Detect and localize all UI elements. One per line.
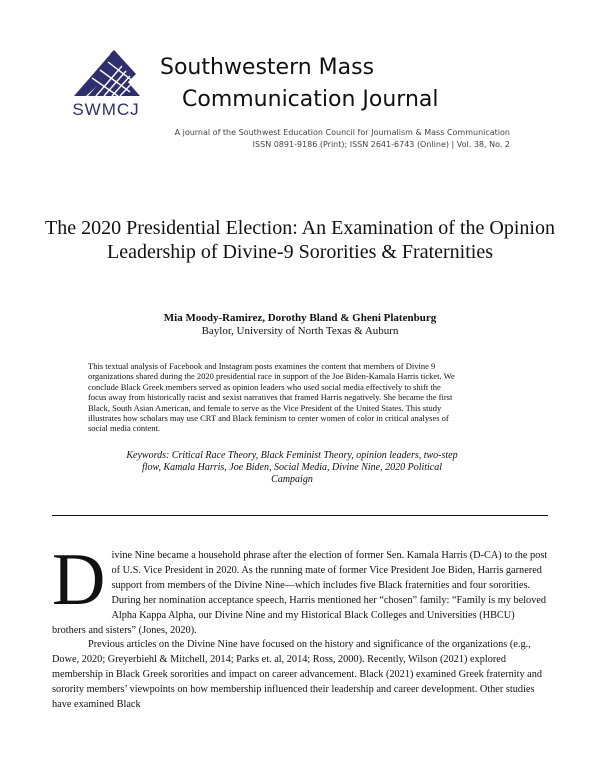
journal-issn-line: ISSN 0891-9186 (Print); ISSN 2641-6743 (Online) | Vol. 38, No. 2 xyxy=(252,140,510,149)
body-paragraph-2: Previous articles on the Divine Nine have focused on the history and significance of the organizations (e.g., Dowe, 2020; Greyerbiehl & Mitchell, 2014; Parks et. al, 2014; Ross, 2000). Recently, Wilson (2021) explored membership in Black Greek sororities and impact on career advancement. Black (2021) examined Greek fraternity and sorority members’ viewpoints on how membership influenced their leadership and career development. Other studies have examined Black xyxy=(52,639,543,711)
section-divider xyxy=(52,515,548,516)
article-body xyxy=(52,539,548,713)
journal-logo xyxy=(66,44,146,120)
journal-name xyxy=(160,52,438,116)
drop-cap: D xyxy=(52,539,106,621)
author-block xyxy=(40,312,560,338)
logo-mountain-icon xyxy=(66,44,146,100)
author-names: Mia Moody-Ramirez, Dorothy Bland & Gheni Platenburg xyxy=(163,312,437,324)
journal-name-line1: Southwestern Mass xyxy=(160,55,375,80)
author-affiliations: Baylor, University of North Texas & Auburn xyxy=(201,325,399,337)
logo-text: SWMCJ xyxy=(72,100,140,119)
abstract: This textual analysis of Facebook and Instagram posts examines the content that members of Divine 9 organizations shared during the 2020 presidential race in support of the Joe Biden-Kamala Harris ticket. We conclude Black Greek members served as opinion leaders who used social media effectively to shift the focus away from historically racist and sexist narratives that framed Harris negatively. She became the first Black, South Asian American, and female to serve as the Vice President of the United States. This study illustrates how scholars may use CRT and Black feminism to center women of color in critical analyses of social media content. xyxy=(88,361,455,434)
journal-name-line2: Communication Journal xyxy=(182,87,439,112)
body-paragraph-1-text: ivine Nine became a household phrase after the election of former Sen. Kamala Harris (D-CA) to the post of U.S. Vice President in 2020. As the running mate of former Vice President Joe Biden, Harris garnered support from members of the Divine Nine—which includes five Black fraternities and four sororities. During her nomination acceptance speech, Harris mentioned her “chosen” family: “Family is my beloved Alpha Kappa Alpha, our Divine Nine and my Historical Black Colleges and Universities (HBCU) brothers and sisters” (Jones, 2020). xyxy=(52,550,548,636)
journal-info-line1: A journal of the Southwest Education Council for Journalism & Mass Communication xyxy=(174,128,510,137)
article-title: The 2020 Presidential Election: An Examination of the Opinion Leadership of Divine-9 Sororities & Fraternities xyxy=(45,217,555,263)
body-paragraph-1 xyxy=(52,539,548,638)
journal-info xyxy=(150,127,510,151)
keywords: Keywords: Critical Race Theory, Black Feminist Theory, opinion leaders, two-step flow, Kamala Harris, Joe Biden, Social Media, Divine Nine, 2020 Political Campaign xyxy=(126,450,458,485)
